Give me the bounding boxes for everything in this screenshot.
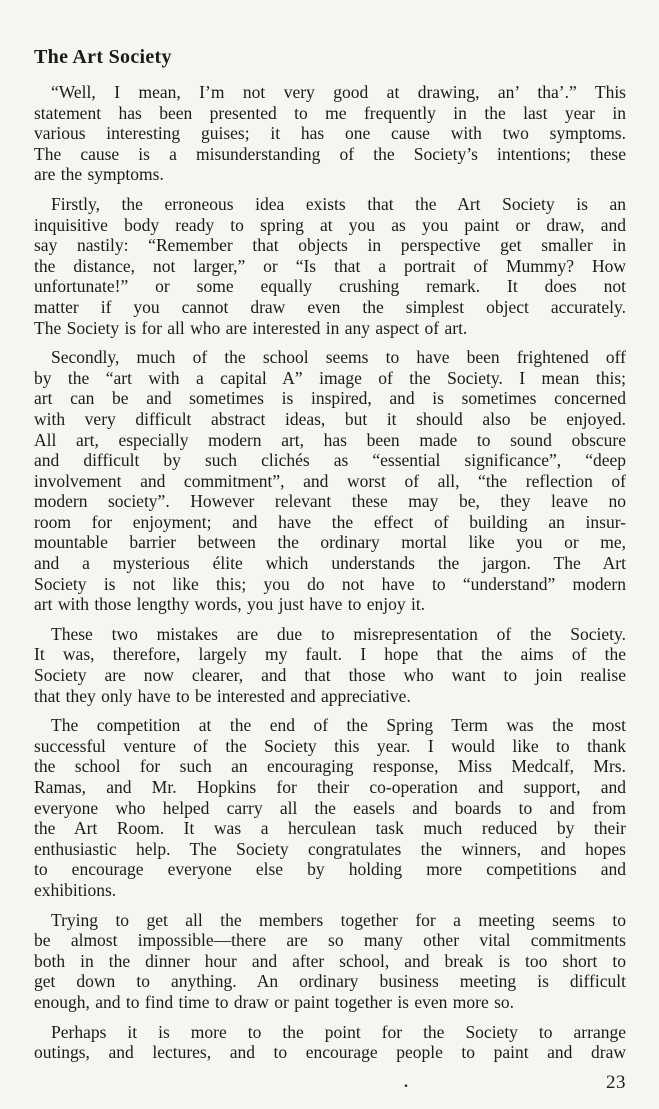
text-line: It was, therefore, largely my fault. I hope that the aims of the bbox=[34, 644, 626, 665]
paragraph bbox=[34, 624, 626, 706]
paragraph bbox=[34, 715, 626, 900]
text-line: The cause is a misunderstanding of the Society’s intentions; these bbox=[34, 143, 626, 164]
text-line: various interesting guises; it has one cause with two symptoms. bbox=[34, 123, 626, 144]
text-line: Ramas, and Mr. Hopkins for their co-operation and support, and bbox=[34, 777, 626, 797]
text-line: art can be and sometimes is inspired, and is sometimes concerned bbox=[34, 388, 626, 409]
text-line: get down to anything. An ordinary business meeting is difficult bbox=[34, 971, 626, 992]
article-body bbox=[34, 82, 626, 1063]
text-line: by the “art with a capital A” image of the Society. I mean this; bbox=[34, 367, 626, 388]
text-line: outings, and lectures, and to encourage people to paint and draw bbox=[34, 1042, 626, 1063]
text-line: These two mistakes are due to misrepresentation of the Society. bbox=[51, 623, 626, 644]
footer-center-dot: . bbox=[404, 1074, 408, 1091]
text-line: Perhaps it is more to the point for the Society to arrange bbox=[51, 1021, 626, 1042]
text-line: matter if you cannot draw even the simplest object accurately. bbox=[34, 296, 626, 317]
text-line: the distance, not larger,” or “Is that a portrait of Mummy? How bbox=[34, 255, 626, 276]
paragraph bbox=[34, 82, 626, 185]
text-line: the school for such an encouraging response, Miss Medcalf, Mrs. bbox=[34, 756, 626, 777]
text-line: room for enjoyment; and have the effect of building an insur- bbox=[34, 511, 626, 532]
text-line: statement has been presented to me frequently in the last year in bbox=[34, 102, 626, 123]
text-line: that they only have to be interested and appreciative. bbox=[34, 685, 411, 706]
text-line: “Well, I mean, I’m not very good at drawing, an’ tha’.” This bbox=[51, 82, 626, 102]
text-line: and a mysterious élite which understands the jargon. The Art bbox=[34, 553, 626, 574]
text-line: All art, especially modern art, has been made to sound obscure bbox=[34, 429, 626, 450]
text-line: Society is not like this; you do not have to “understand” modern bbox=[34, 573, 626, 594]
text-line: are the symptoms. bbox=[34, 164, 164, 185]
text-line: Secondly, much of the school seems to have been frightened off bbox=[51, 347, 626, 368]
text-line: to encourage everyone else by holding more competitions and bbox=[34, 859, 626, 880]
text-line: everyone who helped carry all the easels and boards to and from bbox=[34, 797, 626, 818]
text-line: mountable barrier between the ordinary mortal like you or me, bbox=[34, 532, 626, 553]
paragraph bbox=[34, 910, 626, 1013]
article bbox=[34, 46, 626, 1072]
text-line: inquisitive body ready to spring at you as you paint or draw, and bbox=[34, 214, 626, 235]
text-line: art with those lengthy words, you just have to enjoy it. bbox=[34, 594, 426, 615]
text-line: successful venture of the Society this year. I would like to thank bbox=[34, 735, 626, 756]
page-number: 23 bbox=[606, 1072, 626, 1093]
paragraph bbox=[34, 194, 626, 338]
text-line: exhibitions. bbox=[34, 879, 117, 900]
text-line: and difficult by such clichés as “essential significance”, “deep bbox=[34, 450, 626, 471]
text-line: Society are now clearer, and that those who want to join realise bbox=[34, 665, 626, 686]
paragraph bbox=[34, 1022, 626, 1063]
text-line: say nastily: “Remember that objects in perspective get smaller in bbox=[34, 235, 626, 256]
text-line: be almost impossible—there are so many other vital commitments bbox=[34, 930, 626, 951]
paragraph bbox=[34, 347, 626, 615]
text-line: both in the dinner hour and after school, and break is too short to bbox=[34, 950, 626, 971]
text-line: the Art Room. It was a herculean task much reduced by their bbox=[34, 818, 626, 839]
text-line: The Society is for all who are interested in any aspect of art. bbox=[34, 317, 468, 338]
text-line: modern society”. However relevant these may be, they leave no bbox=[34, 491, 626, 512]
text-line: enthusiastic help. The Society congratulates the winners, and hopes bbox=[34, 838, 626, 859]
text-line: unfortunate!” or some equally crushing remark. It does not bbox=[34, 276, 626, 297]
text-line: with very difficult abstract ideas, but it should also be enjoyed. bbox=[34, 408, 626, 429]
page-footer bbox=[34, 1072, 626, 1098]
text-line: involvement and commitment”, and worst of all, “the reflection of bbox=[34, 470, 626, 491]
article-title: The Art Society bbox=[34, 46, 172, 68]
text-line: Trying to get all the members together for a meeting seems to bbox=[51, 909, 626, 930]
text-line: The competition at the end of the Spring Term was the most bbox=[51, 715, 626, 736]
text-line: enough, and to find time to draw or paint together is even more so. bbox=[34, 991, 515, 1012]
text-line: Firstly, the erroneous idea exists that the Art Society is an bbox=[51, 193, 626, 214]
